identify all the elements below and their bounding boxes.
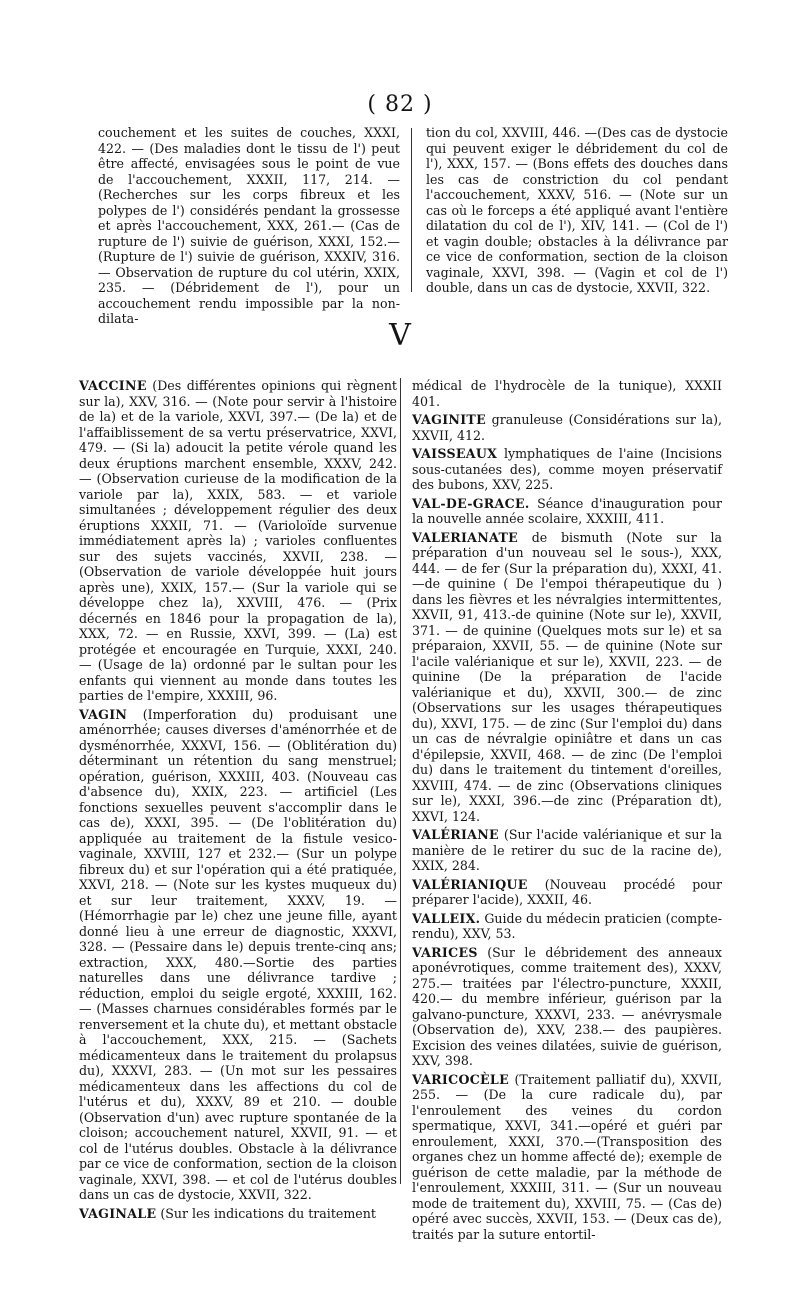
index-entry-vaisseaux [412,446,722,493]
entry-headword: VACCINE [79,378,147,393]
top-right-column [426,125,728,296]
entry-text: Guide du médecin praticien (compte-rendu), XXV, 53. [412,910,722,941]
section-letter: V [389,318,411,353]
index-entry-vaccine [79,378,397,704]
index-entry-continuation [412,378,722,409]
continuation-text-left: couchement et les suites de couches, XXXI, 422. — (Des maladies dont le tissu de l') peut être affecté, envisagées sous le point de vue de l'accouchement, XXXII, 117, 214. — (Recherches sur les corps fibreux et les polypes de l') considérés pendant la grossesse et après l'accouchement, XXX, 261.— (Cas de rupture de l') suivie de guérison, XXXI, 152.—(Rupture de l') suivie de guérison, XXXIV, 316.— Observation de rupture du col utérin, XXIX, 235. — (Débridement de l'), pour un accouchement rendu impossible par la non-dilata- [98,125,400,326]
entry-text: (Sur le débridement des anneaux aponévrotiques, comme traitement des), XXXV, 275.— traitées par l'électro-puncture, XXXII, 420.— du membre inférieur, guérison par la galvano-puncture, XXXVI, 233. — anévrysmale (Observation de), XXV, 238.— des paupières. Excision des veines dilatées, suivie de guérison, XXV, 398. [412,944,722,1068]
index-entry-vaginale [79,1206,397,1222]
entry-headword: VARICOCÈLE [412,1071,509,1087]
index-entry-vaginite [412,412,722,443]
index-entry-val-de-grace [412,496,722,527]
entry-text: (Traitement palliatif du), XXVII, 255. — (De la cure radicale du), par l'enroulement des veines du cordon spermatique, XXVI, 341.—opéré et guéri par enroulement, XXXI, 370.—(Transposition des organes chez un homme affecté de); exemple de guérison de cette maladie, par la méthode de l'enroulement, XXXIII, 311. — (Sur un nouveau mode de traitement du), XXVIII, 75. — (Cas de) opéré avec succès, XXVII, 153. — (Deux cas de), traités par la suture entortil- [412,1071,722,1242]
entry-text: granuleuse (Considérations sur la), XXVII, 412. [412,412,722,443]
right-column [412,378,722,1242]
entry-headword: VALLEIX. [412,910,481,926]
index-entry-valerianique [412,877,722,908]
left-column [79,378,397,1221]
index-entry-valleix [412,911,722,942]
entry-headword: VARICES [412,944,478,960]
column-divider-top [411,128,412,292]
index-entry-valeriane [412,827,722,874]
entry-text: Séance d'inauguration pour la nouvelle année scolaire, XXXIII, 411. [412,495,722,526]
entry-text: (Sur l'acide valérianique et sur la manière de le retirer du suc de la racine de), XXIX, 284. [412,827,722,873]
entry-text: (Nouveau procédé pour préparer l'acide), XXXII, 46. [412,876,722,907]
continuation-text-right: tion du col, XXVIII, 446. —(Des cas de dystocie qui peuvent exiger le débridement du col de l'), XXX, 157. — (Bons effets des douches dans les cas de constriction du col pendant l'accouchement, XXXV, 516. — (Note sur un cas où le forceps a été appliqué avant l'entière dilatation du col de l'), XIV, 141. — (Col de l') et vagin double; obstacles à la délivrance par ce vice de conformation, section de la cloison vaginale, XXVI, 398. — (Vagin et col de l') double, dans un cas de dystocie, XXVII, 322. [426,125,728,295]
entry-headword: VAISSEAUX [412,446,498,461]
entry-text: de bismuth (Note sur la préparation d'un nouveau sel le sous-), XXX, 444. — de fer (Sur la préparation du), XXXI, 41.—de quinine ( De l'empoi thérapeutique du ) dans les fièvres et les névralgies intermittentes, XXVII, 91, 413.-de quinine (Note sur le), XXVII, 371. — de quinine (Quelques mots sur le) et sa préparaion, XXVII, 55. — de quinine (Note sur l'acile valérianique et sur le), XXVII, 223. — de quinine (De la préparation de l'acide valérianique et du), XXVII, 300.— de zinc (Observations sur les usages thérapeutiques du), XXVI, 175. — de zinc (Sur l'emploi du) dans un cas de névralgie opiniâtre et dans un cas d'épilepsie, XXVII, 468. — de zinc (De l'emploi du) dans le traitement du tintement d'oreilles, XXVIII, 474. — de zinc (Observations cliniques sur le), XXXI, 396.—de zinc (Préparation dt), XXVI, 124. [412,529,722,824]
index-entry-vagin [79,707,397,1203]
entry-text: (Des différentes opinions qui règnent sur la), XXV, 316. — (Note pour servir à l'histoire de la) et de la variole, XXVI, 397.— (De la) et de l'affaiblissement de sa vertu préservatrice, XXVI, 479. — (Si la) adoucit la petite vérole quand les deux éruptions marchent ensemble, XXXV, 242. — (Observation curieuse de la modification de la variole par la), XXIX, 583. — et variole simultanées ; développement régulier des deux éruptions XXXII, 71. — (Varioloïde survenue immédiatement après la) ; varioles confluentes sur des sujets vaccinés, XXVII, 238. — (Observation de variole développée huit jours après une), XXIX, 157.— (Sur la variole qui se développe chez la), XXVIII, 476. — (Prix décernés en 1846 pour la propagation de la), XXX, 72. — en Russie, XXVI, 399. — (La) est protégée et encouragée en Turquie, XXXI, 240. — (Usage de la) ordonné par le sultan pour les enfants qui viennent au monde dans toutes les parties de l'empire, XXXIII, 96. [79,378,397,703]
entry-headword: VAGINITE [412,412,486,427]
page-number: ( 82 ) [367,92,433,117]
index-entry-valerianate [412,530,722,825]
entry-text: lymphatiques de l'aine (Incisions sous-cutanées des), comme moyen préservatif des bubons, XXV, 225. [412,446,722,492]
entry-headword: VAGINALE [79,1205,157,1221]
index-entry-varicocele [412,1072,722,1243]
index-entry-varices [412,945,722,1069]
entry-headword: VALÉRIANE [412,827,499,842]
entry-headword: VAGIN [79,706,128,722]
column-divider [400,378,401,1184]
entry-headword: VALERIANATE [412,529,519,545]
top-left-column [98,125,400,327]
entry-text: médical de l'hydrocèle de la tunique), XXXII 401. [412,378,722,409]
entry-text: (Sur les indications du traitement [156,1205,376,1221]
entry-headword: VALÉRIANIQUE [412,876,528,892]
entry-headword: VAL-DE-GRACE. [412,495,530,511]
entry-text: (Imperforation du) produisant une aménorrhée; causes diverses d'aménorrhée et de dysménorrhée, XXXVI, 156. — (Oblitération du) déterminant un rétention du sang menstruel; opération, guérison, XXXIII, 403. (Nouveau cas d'absence du), XXIX, 223. — artificiel (Les fonctions sexuelles peuvent s'accomplir dans le cas de), XXXI, 395. — (De l'oblitération du) appliquée au traitement de la fistule vesico-vaginale, XXVIII, 127 et 232.— (Sur un polype fibreux du) et sur l'opération qui a été pratiquée, XXVI, 218. — (Note sur les kystes muqueux du) et sur leur traitement, XXXV, 19. — (Hémorrhagie par le) chez une jeune fille, ayant donné lieu à une erreur de diagnostic, XXXVI, 328. — (Pessaire dans le) depuis trente-cinq ans; extraction, XXX, 480.—Sortie des parties naturelles dans une délivrance tardive ; réduction, emploi du seigle ergoté, XXXIII, 162. — (Masses charnues considérables formés par le renversement et la chute du), et mettant obstacle à l'accouchement, XXX, 215. — (Sachets médicamenteux dans le traitement du prolapsus du), XXXVI, 283. — (Un mot sur les pessaires médicamenteux dans les affections du col de l'utérus et du), XXXV, 89 et 210. — double (Observation d'un) avec rupture spontanée de la cloison; accouchement naturel, XXVII, 91. — et col de l'utérus doubles. Obstacle à la délivrance par ce vice de conformation, section de la cloison vaginale, XXVI, 398. — et col de l'utérus doubles dans un cas de dystocie, XXVII, 322. [79,706,397,1202]
